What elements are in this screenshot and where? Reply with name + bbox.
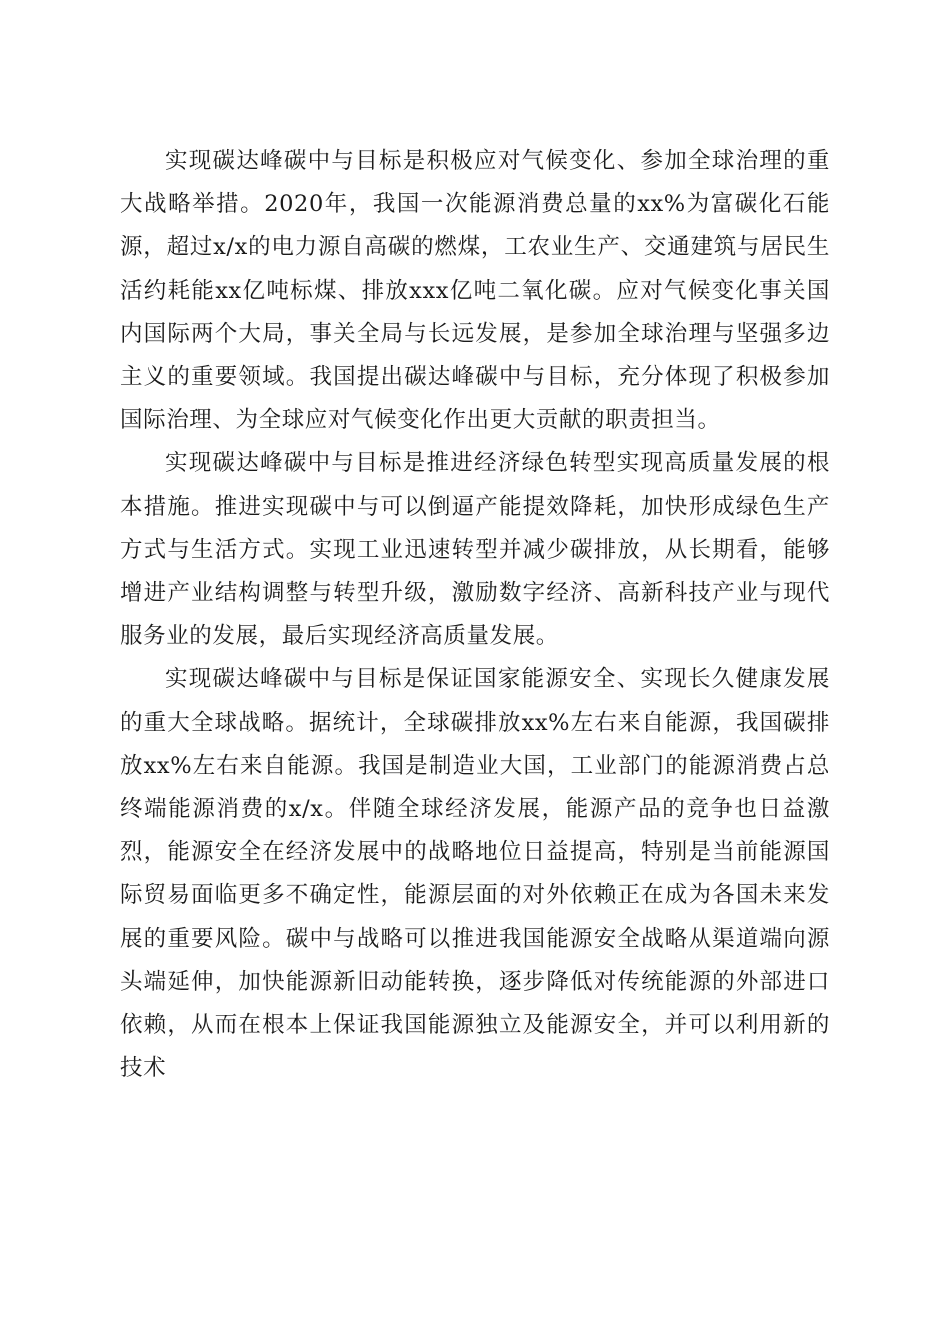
paragraph-green-transformation: 实现碳达峰碳中与目标是推进经济绿色转型实现高质量发展的根本措施。推进实现碳中与可以倒逼产能提效降耗，加快形成绿色生产方式与生活方式。实现工业迅速转型并减少碳排放，从长期看，能够增进产业结构调整与转型升级，激励数字经济、高新科技产业与现代服务业的发展，最后实现经济高质量发展。 (120, 450, 830, 650)
paragraph-energy-security: 实现碳达峰碳中与目标是保证国家能源安全、实现长久健康发展的重大全球战略。据统计，全球碳排放xx%左右来自能源，我国碳排放xx%左右来自能源。我国是制造业大国，工业部门的能源消费占总终端能源消费的x/x。伴随全球经济发展，能源产品的竞争也日益激烈，能源安全在经济发展中的战略地位日益提高，特别是当前能源国际贸易面临更多不确定性，能源层面的对外依赖正在成为各国未来发展的重要风险。碳中与战略可以推进我国能源安全战略从渠道端向源头端延伸，加快能源新旧动能转换，逐步降低对传统能源的外部进口依赖，从而在根本上保证我国能源独立及能源安全，并可以利用新的技术 (120, 666, 830, 1082)
document-body (120, 140, 830, 1090)
paragraph-international-governance: 实现碳达峰碳中与目标是积极应对气候变化、参加全球治理的重大战略举措。2020年，我国一次能源消费总量的xx%为富碳化石能源，超过x/x的电力源自高碳的燃煤，工农业生产、交通建筑与居民生活约耗能xx亿吨标煤、排放xxx亿吨二氧化碳。应对气候变化事关国内国际两个大局，事关全局与长远发展，是参加全球治理与坚强多边主义的重要领域。我国提出碳达峰碳中与目标，充分体现了积极参加国际治理、为全球应对气候变化作出更大贡献的职责担当。 (120, 148, 830, 434)
